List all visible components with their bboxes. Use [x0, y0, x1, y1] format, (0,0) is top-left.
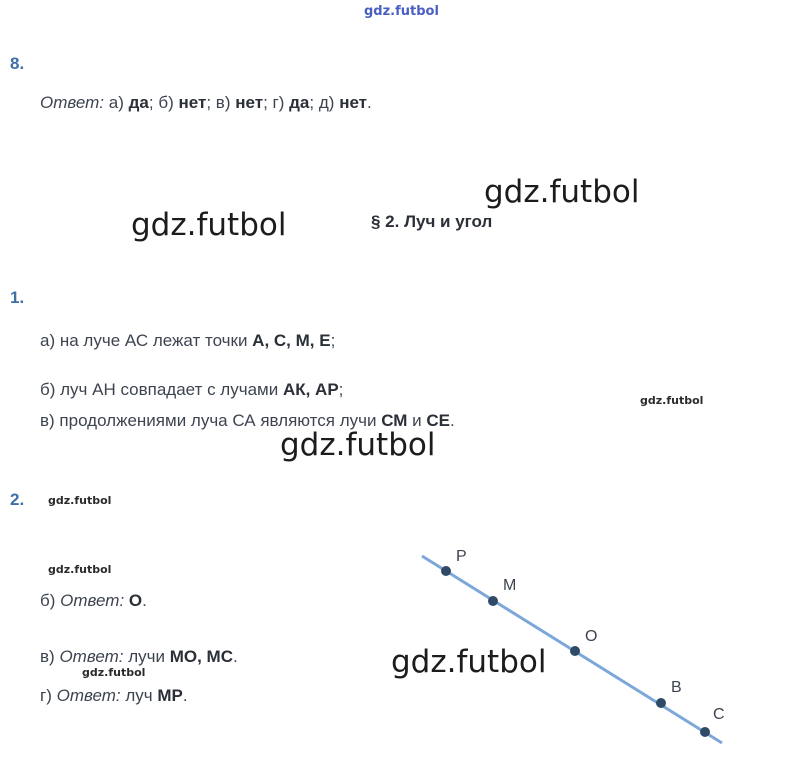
answer-part-v-marker: в) — [215, 93, 231, 112]
answer-part-b-sep: ; — [206, 93, 212, 112]
watermark-small-1: gdz.futbol — [640, 394, 704, 407]
ex2-line-g-pre: луч — [120, 686, 158, 705]
answer-part-d-marker: д) — [318, 93, 335, 112]
ex2-line-b-after: . — [142, 591, 147, 610]
watermark-small-3: gdz.futbol — [48, 563, 112, 576]
ex2-line-v-bold: МО, МС — [169, 647, 233, 666]
ex2-line-v-label: Ответ: — [59, 647, 124, 666]
watermark-big-3: gdz.futbol — [280, 427, 436, 463]
line-v-text-before: продолжениями луча СА являются лучи — [54, 411, 382, 430]
figure-label-m: М — [503, 577, 517, 594]
ex2-line-b-label: Ответ: — [60, 591, 125, 610]
watermark-big-2: gdz.futbol — [484, 174, 640, 210]
figure-point-b — [656, 698, 666, 708]
ex2-line-g-label: Ответ: — [56, 686, 121, 705]
answer-part-d-value: нет — [339, 93, 368, 112]
watermark-big-1: gdz.futbol — [131, 207, 287, 243]
answer-part-g-sep: ; — [309, 93, 315, 112]
figure-label-o: О — [585, 628, 598, 645]
line-a-marker: а) — [40, 331, 56, 350]
answer-label: Ответ: — [40, 93, 105, 112]
exercise-number-1: 1. — [10, 288, 25, 307]
answer-part-g-value: да — [289, 93, 310, 112]
line-v-bold-2: СЕ — [426, 411, 450, 430]
figure-point-o — [570, 646, 580, 656]
figure-label-b: В — [671, 679, 682, 696]
watermark-big-4: gdz.futbol — [391, 644, 547, 680]
ex2-line-v-pre: лучи — [123, 647, 170, 666]
line-v-bold-1: СМ — [381, 411, 408, 430]
exercise-2-line-b — [40, 591, 147, 611]
section-title: § 2. Луч и угол — [371, 212, 493, 231]
watermark-top: gdz.futbol — [364, 4, 439, 19]
line-v-marker: в) — [40, 411, 55, 430]
figure-label-p: Р — [456, 548, 467, 565]
answer-part-a-sep: ; — [148, 93, 154, 112]
exercise-2-line-v — [40, 647, 238, 667]
line-v-text-after: . — [450, 411, 455, 430]
figure-label-c: С — [713, 706, 725, 723]
ex2-line-b-bold: О — [128, 591, 143, 610]
exercise-2-line-g — [40, 686, 188, 706]
line-b-marker: б) — [40, 380, 56, 399]
figure-point-p — [441, 566, 451, 576]
line-b-text-before: луч АН совпадает с лучами — [55, 380, 283, 399]
answer-part-b-value: нет — [178, 93, 207, 112]
answer-part-a-marker: а) — [108, 93, 124, 112]
answer-part-g-marker: г) — [272, 93, 285, 112]
line-b-text-after: ; — [338, 380, 344, 399]
answer-part-b-marker: б) — [158, 93, 174, 112]
exercise-1-line-v — [40, 411, 455, 431]
answer-part-a-value: да — [128, 93, 149, 112]
exercise-8-answer — [40, 93, 372, 113]
line-v-mid: и — [407, 411, 427, 430]
watermark-small-4: gdz.futbol — [82, 666, 146, 679]
ex2-line-g-bold: МР — [157, 686, 183, 705]
answer-part-v-sep: ; — [263, 93, 268, 112]
ex2-line-v-after: . — [232, 647, 238, 666]
figure-point-m — [488, 596, 498, 606]
ex2-line-g-marker: г) — [40, 686, 52, 705]
exercise-1-line-a — [40, 331, 335, 351]
answer-part-d-sep: . — [367, 93, 372, 112]
ex2-line-g-after: . — [182, 686, 188, 705]
line-a-text-after: ; — [330, 331, 336, 350]
answer-part-v-value: нет — [235, 93, 264, 112]
line-a-bold: А, С, М, Е — [252, 331, 331, 350]
exercise-number-8: 8. — [10, 54, 25, 73]
figure-point-c — [700, 727, 710, 737]
exercise-number-2: 2. — [10, 490, 25, 509]
exercise-1-line-b — [40, 380, 343, 400]
ex2-line-b-marker: б) — [40, 591, 56, 610]
watermark-small-2: gdz.futbol — [48, 494, 112, 507]
ex2-line-v-marker: в) — [40, 647, 55, 666]
line-b-bold: АК, АР — [282, 380, 339, 399]
geometry-figure — [400, 540, 740, 760]
line-a-text-before: на луче АС лежат точки — [55, 331, 253, 350]
figure-svg — [400, 540, 740, 760]
